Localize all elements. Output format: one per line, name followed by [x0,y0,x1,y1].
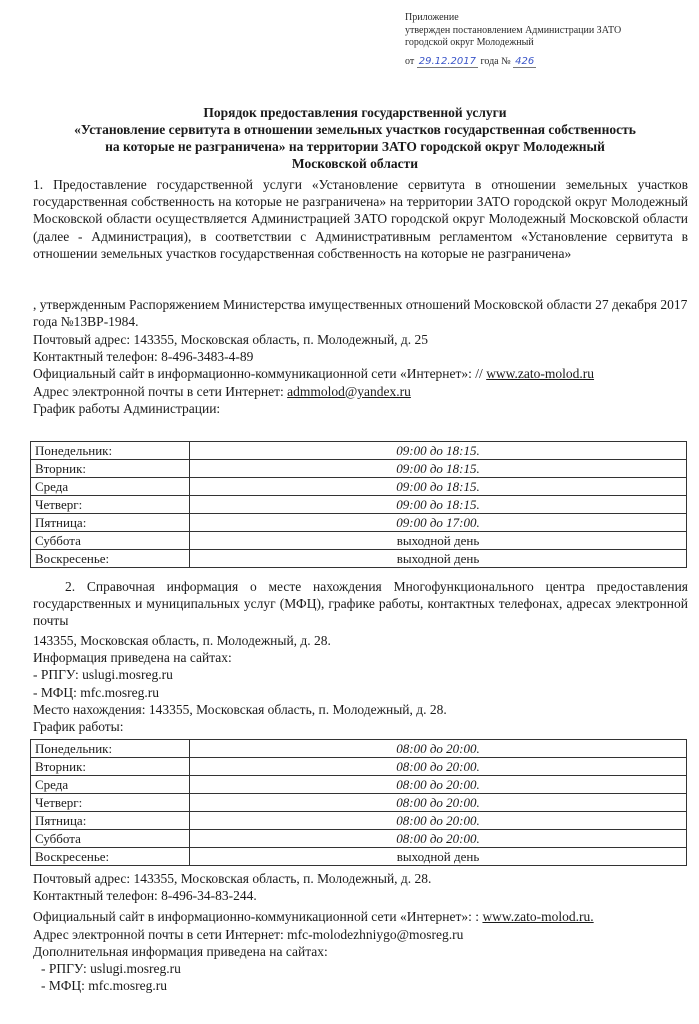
mfc-schedule-label: График работы: [33,719,124,735]
section-2-details [33,632,688,735]
title-line-1: Порядок предоставления государственной услуги [203,105,507,120]
section-2-paragraph: 2. Справочная информация о месте нахождения Многофункционального центра предоставления государственных и муниципальных услуг (МФЦ), графике работы, контактных телефонах, адресах электронной почты [33,579,688,629]
section-1-paragraph: 1. Предоставление государственной услуги «Установление сервитута в отношении земельных участков государственная собственность на которые не разграничена» на территории ЗАТО городской округ Молодежный Московской области осуществляется Администрацией ЗАТО городской округ Молодежный Московской области (далее - Администрация), в соответствии с Административным регламентом «Установление сервитута в отношении земельных участков государственная собственность на которые не разграничена» [33,177,688,261]
section-1-contacts [33,331,688,417]
official-site-label: Официальный сайт в информационно-коммуникационной сети «Интернет»: // [33,366,483,382]
day-cell: Вторник: [31,460,190,478]
table-row [31,478,687,496]
number-label: № [501,55,511,67]
mfc-postal-address: Почтовый адрес: 143355, Московская область, п. Молодежный, д. 28. [33,871,432,886]
hours-cell: 08:00 до 20:00. [190,812,687,830]
table-row [31,812,687,830]
official-site-line [33,365,688,382]
mfc-email: Адрес электронной почты в сети Интернет: mfc-molodezhniygo@mosreg.ru [33,926,464,942]
email-line [33,383,688,400]
extra-rpgu-site: - РПГУ: uslugi.mosreg.ru [41,961,181,977]
table-row [31,794,687,812]
day-cell: Понедельник: [31,740,190,758]
approval-date-line [405,56,695,69]
hours-cell: 09:00 до 18:15. [190,496,687,514]
table-row [31,848,687,866]
table-row [31,830,687,848]
mfc-schedule-table [30,739,687,866]
extra-mfc-site: - МФЦ: mfc.mosreg.ru [41,978,167,994]
table-row [31,442,687,460]
year-label: года [480,55,499,67]
hours-cell: 08:00 до 20:00. [190,740,687,758]
table-row [31,550,687,568]
info-sites-label: Информация приведена на сайтах: [33,650,232,666]
hours-cell: выходной день [190,550,687,568]
table-row [31,740,687,758]
mfc-site: - МФЦ: mfc.mosreg.ru [33,684,159,700]
approval-line-2: утвержден постановлением Администрации ЗАТО [405,24,622,36]
hours-cell: 09:00 до 17:00. [190,514,687,532]
table-row [31,758,687,776]
table-row [31,514,687,532]
hours-cell: выходной день [190,848,687,866]
document-title [30,104,680,172]
title-line-2: «Установление сервитута в отношении земельных участков государственная собственность [74,122,636,137]
email-link[interactable]: admmolod@yandex.ru [287,383,411,399]
official-site-link[interactable]: www.zato-molod.ru [486,366,595,382]
day-cell: Среда [31,478,190,496]
mfc-official-site-label: Официальный сайт в информационно-коммуникационной сети «Интернет»: : [33,909,480,925]
day-cell: Среда [31,776,190,794]
extra-info-label: Дополнительная информация приведена на сайтах: [33,943,328,959]
day-cell: Суббота [31,830,190,848]
day-cell: Суббота [31,532,190,550]
hours-cell: 08:00 до 20:00. [190,830,687,848]
hours-cell: 08:00 до 20:00. [190,776,687,794]
day-cell: Воскресенье: [31,848,190,866]
handwritten-date: 29.12.2017 [418,55,477,67]
day-cell: Вторник: [31,758,190,776]
day-cell: Четверг: [31,496,190,514]
from-label: от [405,55,415,67]
hours-cell: 09:00 до 18:15. [190,478,687,496]
day-cell: Пятница: [31,514,190,532]
approval-line-3: городской округ Молодежный [405,37,534,48]
mfc-official-site-link[interactable]: www.zato-molod.ru. [482,909,594,925]
handwritten-number: 426 [515,55,535,67]
schedule-label: График работы Администрации: [33,400,221,416]
section-3-contacts [33,870,688,994]
contact-phone: Контактный телефон: 8-496-3483-4-89 [33,349,254,365]
title-line-3: на которые не разграничена» на территории ЗАТО городской округ Молодежный [105,139,605,154]
postal-address: Почтовый адрес: 143355, Московская область, п. Молодежный, д. 25 [33,332,429,347]
hours-cell: 08:00 до 20:00. [190,794,687,812]
mfc-phone: Контактный телефон: 8-496-34-83-244. [33,888,257,904]
mfc-address: 143355, Московская область, п. Молодежный, д. 28. [33,633,331,648]
day-cell: Пятница: [31,812,190,830]
title-line-4: Московской области [291,156,419,171]
hours-cell: 09:00 до 18:15. [190,442,687,460]
rpgu-site: - РПГУ: uslugi.mosreg.ru [33,667,173,683]
mfc-location: Место нахождения: 143355, Московская область, п. Молодежный, д. 28. [33,701,447,717]
hours-cell: 08:00 до 20:00. [190,758,687,776]
day-cell: Понедельник: [31,442,190,460]
day-cell: Воскресенье: [31,550,190,568]
administration-schedule-table [30,441,687,568]
hours-cell: 09:00 до 18:15. [190,460,687,478]
approval-line-1: Приложение [405,12,459,23]
hours-cell: выходной день [190,532,687,550]
table-row [31,776,687,794]
email-label: Адрес электронной почты в сети Интернет: [33,383,284,399]
section-1-approval-text: , утвержденным Распоряжением Министерства имущественных отношений Московской области 27 декабря 2017 года №13ВР-1984. [33,297,688,330]
approval-block [405,12,695,68]
mfc-official-site-line [33,908,688,925]
table-row [31,496,687,514]
day-cell: Четверг: [31,794,190,812]
table-row [31,460,687,478]
table-row [31,532,687,550]
